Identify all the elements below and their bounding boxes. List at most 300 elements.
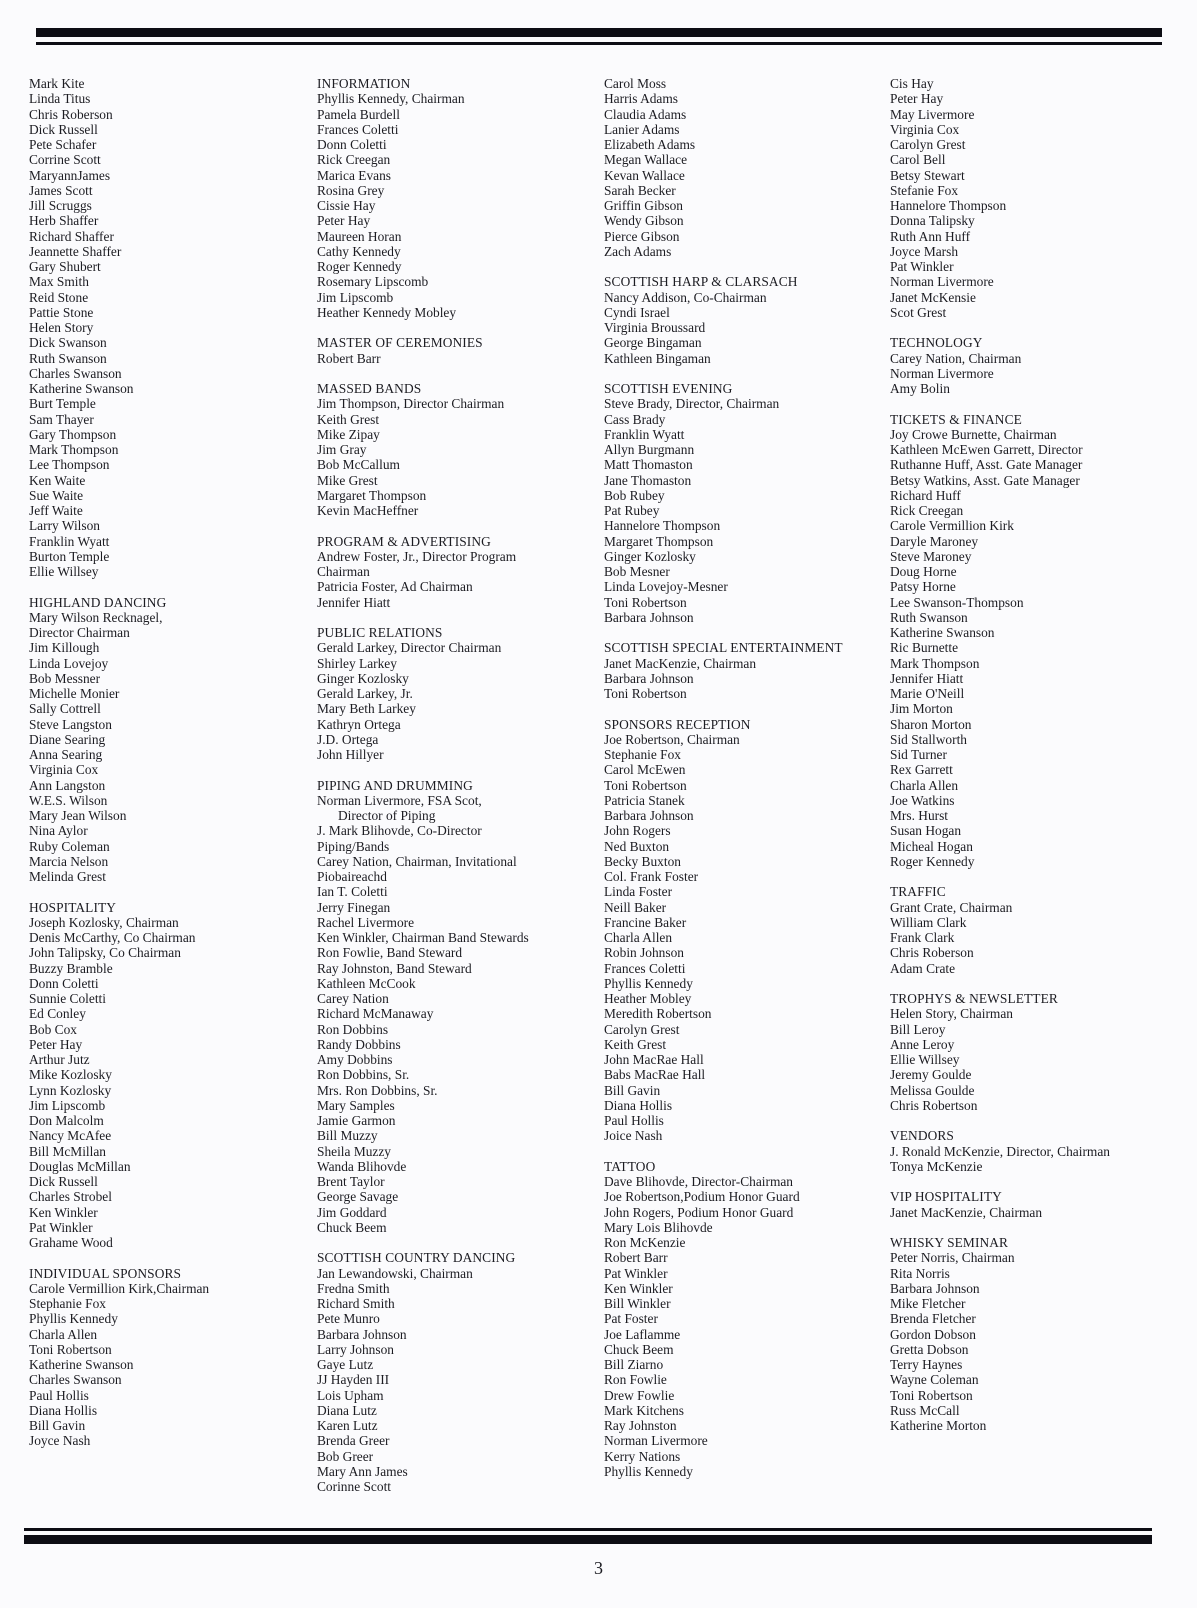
member-name: Joseph Kozlosky, Chairman bbox=[29, 914, 179, 930]
member-name: Stefanie Fox bbox=[890, 182, 959, 198]
committee-section bbox=[890, 1128, 1110, 1174]
member-name: Pat Foster bbox=[604, 1311, 658, 1327]
section-heading: TROPHYS & NEWSLETTER bbox=[890, 991, 1058, 1006]
member-name: Neill Baker bbox=[604, 899, 667, 915]
member-name: MaryannJames bbox=[29, 167, 111, 183]
member-name: Joe Watkins bbox=[890, 792, 955, 808]
member-name: Toni Robertson bbox=[604, 686, 687, 701]
member-name: Bill Winkler bbox=[604, 1296, 671, 1311]
member-name: Kevin MacHeffner bbox=[317, 503, 419, 518]
member-list bbox=[317, 351, 529, 366]
member-name: Diana Hollis bbox=[604, 1097, 673, 1113]
member-name: Phyllis Kennedy bbox=[29, 1311, 118, 1327]
member-list bbox=[604, 732, 843, 1144]
member-name: Heather Mobley bbox=[604, 991, 692, 1006]
section-heading: VIP HOSPITALITY bbox=[890, 1189, 1002, 1205]
member-name: Bill Gavin bbox=[29, 1418, 86, 1433]
member-name: Jennifer Hiatt bbox=[890, 670, 964, 686]
member-list bbox=[317, 793, 529, 1235]
member-name: Richard Huff bbox=[890, 487, 961, 503]
member-name: Jerry Finegan bbox=[317, 899, 391, 915]
member-name: Sharon Morton bbox=[890, 716, 972, 732]
member-name: Norman Livermore bbox=[890, 274, 994, 290]
member-name: Jamie Garmon bbox=[317, 1113, 396, 1128]
member-name: Denis McCarthy, Co Chairman bbox=[29, 930, 196, 945]
member-name: Director of Piping bbox=[338, 808, 436, 823]
member-list bbox=[604, 656, 843, 702]
member-name: Ken Winkler bbox=[29, 1204, 98, 1220]
member-name: Matt Thomaston bbox=[604, 457, 693, 473]
member-name: Drew Fowlie bbox=[604, 1387, 675, 1403]
member-name: Kathryn Ortega bbox=[317, 716, 401, 732]
member-name: Norman Livermore bbox=[604, 1433, 708, 1449]
member-name: Herb Shaffer bbox=[29, 213, 99, 229]
member-name: Barbara Johnson bbox=[317, 1326, 407, 1342]
member-name: Frank Clark bbox=[890, 930, 955, 945]
member-name: Mike Zipay bbox=[317, 426, 380, 442]
member-name: Charles Strobel bbox=[29, 1189, 112, 1205]
member-name: Diane Searing bbox=[29, 731, 106, 747]
member-name: Paul Hollis bbox=[29, 1387, 89, 1403]
member-name: George Savage bbox=[317, 1189, 399, 1205]
member-name: Kathleen Bingaman bbox=[604, 350, 711, 366]
member-name: Virginia Broussard bbox=[604, 320, 706, 335]
member-name: Gordon Dobson bbox=[890, 1326, 976, 1342]
member-list bbox=[317, 91, 529, 320]
member-name: Chuck Beem bbox=[604, 1341, 674, 1357]
member-name: Chris Roberson bbox=[29, 106, 113, 122]
committee-section bbox=[29, 1266, 209, 1449]
committee-section bbox=[890, 1189, 1110, 1220]
member-name: Toni Robertson bbox=[604, 594, 687, 610]
section-heading: PROGRAM & ADVERTISING bbox=[317, 533, 491, 549]
member-name: Joyce Marsh bbox=[890, 243, 959, 259]
member-name: Gerald Larkey, Director Chairman bbox=[317, 640, 502, 656]
member-name: Katherine Swanson bbox=[890, 625, 995, 640]
member-name: Robert Barr bbox=[604, 1250, 668, 1266]
section-heading: INDIVIDUAL SPONSORS bbox=[29, 1265, 182, 1281]
member-name: Patsy Horne bbox=[890, 579, 956, 595]
member-name: Cis Hay bbox=[890, 76, 934, 91]
member-name: Sunnie Coletti bbox=[29, 991, 106, 1006]
member-name: Mark Thompson bbox=[890, 655, 980, 671]
member-name: Donn Coletti bbox=[317, 137, 387, 152]
member-name: Mark Thompson bbox=[29, 442, 119, 457]
member-name: Col. Frank Foster bbox=[604, 869, 699, 884]
bottom-rule-thick bbox=[24, 1535, 1152, 1544]
member-name: Don Malcolm bbox=[29, 1113, 104, 1128]
member-name: Helen Story, Chairman bbox=[890, 1006, 1013, 1022]
member-name: Norman Livermore bbox=[890, 365, 994, 381]
member-name: Peter Norris, Chairman bbox=[890, 1250, 1015, 1266]
member-name: Melissa Goulde bbox=[890, 1082, 975, 1098]
committee-section bbox=[317, 625, 529, 762]
member-name: Phyllis Kennedy, Chairman bbox=[317, 91, 465, 107]
member-name: Sheila Muzzy bbox=[317, 1143, 392, 1159]
member-name: Mary Lois Blihovde bbox=[604, 1219, 713, 1235]
member-name: Carey Nation, Chairman bbox=[890, 350, 1022, 366]
member-name: Joe Robertson,Podium Honor Guard bbox=[604, 1189, 800, 1205]
member-name: Helen Story bbox=[29, 320, 94, 335]
member-name: Bob Mesner bbox=[604, 564, 670, 579]
member-name: Roger Kennedy bbox=[317, 259, 402, 274]
member-name: Ruth Ann Huff bbox=[890, 228, 971, 244]
member-name: Nancy McAfee bbox=[29, 1128, 112, 1144]
member-name: Mary Jean Wilson bbox=[29, 808, 127, 823]
committee-section bbox=[29, 595, 209, 885]
member-name: Jane Thomaston bbox=[604, 472, 692, 488]
member-name: Kathleen McEwen Garrett, Director bbox=[890, 442, 1083, 457]
member-name: Ned Buxton bbox=[604, 838, 670, 854]
committee-section bbox=[317, 1250, 529, 1494]
member-name: Bill Ziarno bbox=[604, 1357, 664, 1372]
member-name: Maureen Horan bbox=[317, 228, 402, 244]
member-name: Carey Nation bbox=[317, 991, 389, 1006]
member-name: Brenda Fletcher bbox=[890, 1311, 976, 1327]
committee-section bbox=[890, 335, 1110, 396]
committee-section bbox=[890, 1235, 1110, 1433]
member-name: Steve Maroney bbox=[890, 548, 972, 564]
member-name: Kathleen McCook bbox=[317, 975, 416, 991]
committee-section bbox=[890, 76, 1110, 320]
member-list bbox=[604, 76, 843, 259]
member-name: Richard Smith bbox=[317, 1296, 395, 1311]
member-name: Karen Lutz bbox=[317, 1418, 378, 1433]
member-list bbox=[29, 915, 209, 1251]
member-name: Ron Fowlie bbox=[604, 1372, 667, 1388]
member-name: Pat Winkler bbox=[604, 1265, 668, 1281]
member-name: Rita Norris bbox=[890, 1265, 950, 1281]
member-name: Grant Crate, Chairman bbox=[890, 899, 1013, 915]
member-name: Russ McCall bbox=[890, 1402, 960, 1418]
member-name: J. Mark Blihovde, Co-Director bbox=[317, 823, 482, 839]
member-name: Pat Winkler bbox=[890, 259, 954, 274]
member-list bbox=[890, 76, 1110, 320]
member-name: Mary Samples bbox=[317, 1097, 395, 1113]
member-list bbox=[890, 1006, 1110, 1113]
member-name: Pierce Gibson bbox=[604, 228, 680, 244]
member-name: Dick Russell bbox=[29, 121, 98, 137]
committee-section bbox=[890, 412, 1110, 870]
member-name: Dick Swanson bbox=[29, 335, 107, 351]
member-name: Donna Talipsky bbox=[890, 213, 975, 229]
section-heading: WHISKY SEMINAR bbox=[890, 1235, 1009, 1250]
member-name: Diana Lutz bbox=[317, 1402, 377, 1418]
member-name: Virginia Cox bbox=[29, 762, 99, 778]
section-heading: INFORMATION bbox=[317, 76, 411, 91]
member-name: Betsy Watkins, Asst. Gate Manager bbox=[890, 472, 1080, 488]
member-name: Charles Swanson bbox=[29, 1372, 122, 1388]
member-name: Bob McCallum bbox=[317, 457, 400, 473]
member-name: Sid Stallworth bbox=[890, 731, 968, 747]
member-name: James Scott bbox=[29, 182, 93, 198]
section-heading: HOSPITALITY bbox=[29, 899, 117, 915]
member-name: Gary Shubert bbox=[29, 259, 101, 274]
member-name: Anne Leroy bbox=[890, 1036, 955, 1052]
member-name: Pamela Burdell bbox=[317, 106, 400, 122]
member-name: Ellie Willsey bbox=[29, 564, 99, 579]
member-name: Pete Schafer bbox=[29, 137, 97, 152]
member-name: Carolyn Grest bbox=[604, 1021, 680, 1037]
member-name: Diana Hollis bbox=[29, 1402, 98, 1418]
section-heading: MASTER OF CEREMONIES bbox=[317, 335, 483, 351]
member-name: Hannelore Thompson bbox=[604, 518, 721, 534]
member-name: Katherine Morton bbox=[890, 1418, 987, 1433]
member-name: Wendy Gibson bbox=[604, 213, 684, 229]
member-name: George Bingaman bbox=[604, 335, 702, 351]
member-list bbox=[890, 1205, 1110, 1220]
member-name: Cathy Kennedy bbox=[317, 243, 401, 259]
member-name: Ellie Willsey bbox=[890, 1052, 960, 1067]
member-name: Brenda Greer bbox=[317, 1433, 390, 1449]
member-name: Burt Temple bbox=[29, 396, 96, 412]
member-name: Gerald Larkey, Jr. bbox=[317, 686, 413, 701]
member-name: Mark Kite bbox=[29, 76, 85, 91]
section-heading: TATTOO bbox=[604, 1158, 656, 1174]
member-name: Dave Blihovde, Director-Chairman bbox=[604, 1174, 793, 1189]
member-name: Melinda Grest bbox=[29, 869, 106, 884]
member-name: Mike Kozlosky bbox=[29, 1067, 112, 1083]
member-name: Roger Kennedy bbox=[890, 853, 975, 869]
member-name: Burton Temple bbox=[29, 548, 110, 564]
member-name: Katherine Swanson bbox=[29, 381, 134, 396]
member-name: Carole Vermillion Kirk bbox=[890, 518, 1014, 534]
member-name: Margaret Thompson bbox=[317, 487, 427, 503]
section-heading: SPONSORS RECEPTION bbox=[604, 716, 751, 732]
member-name: Steve Langston bbox=[29, 716, 112, 732]
section-heading: SCOTTISH HARP & CLARSACH bbox=[604, 274, 798, 290]
member-name: Pat Winkler bbox=[29, 1219, 93, 1235]
member-name: Reid Stone bbox=[29, 289, 89, 305]
member-name: Francine Baker bbox=[604, 914, 687, 930]
committee-section bbox=[317, 534, 529, 610]
member-name: J. Ronald McKenzie, Director, Chairman bbox=[890, 1143, 1110, 1159]
member-name: Charles Swanson bbox=[29, 365, 122, 381]
member-name: Stephanie Fox bbox=[29, 1296, 106, 1311]
member-name: Pat Rubey bbox=[604, 503, 660, 518]
member-name: Carey Nation, Chairman, Invitational bbox=[317, 853, 517, 869]
member-name: Tonya McKenzie bbox=[890, 1158, 983, 1174]
member-name: Franklin Wyatt bbox=[604, 426, 685, 442]
member-name: Richard Shaffer bbox=[29, 228, 114, 244]
member-name: Pattie Stone bbox=[29, 304, 94, 320]
member-name: Franklin Wyatt bbox=[29, 533, 110, 549]
member-name: Carol McEwen bbox=[604, 762, 686, 778]
member-name: Stephanie Fox bbox=[604, 747, 681, 762]
member-name: John MacRae Hall bbox=[604, 1052, 704, 1067]
member-name: Cass Brady bbox=[604, 411, 666, 427]
member-name: Sally Cottrell bbox=[29, 701, 101, 717]
member-name: Phyllis Kennedy bbox=[604, 1463, 693, 1479]
member-name: Bill Leroy bbox=[890, 1021, 946, 1037]
member-name: Ruby Coleman bbox=[29, 838, 110, 854]
member-name: Wanda Blihovde bbox=[317, 1158, 407, 1174]
member-name: JJ Hayden III bbox=[317, 1372, 390, 1388]
member-name: Barbara Johnson bbox=[604, 609, 694, 625]
member-name: Patricia Foster, Ad Chairman bbox=[317, 579, 473, 595]
member-name: Linda Foster bbox=[604, 884, 673, 900]
member-name: Peter Hay bbox=[29, 1036, 83, 1052]
member-name: Chuck Beem bbox=[317, 1219, 387, 1235]
member-name: Linda Titus bbox=[29, 91, 91, 107]
member-name: Patricia Stanek bbox=[604, 792, 685, 808]
member-name: Elizabeth Adams bbox=[604, 137, 696, 152]
member-name: Marcia Nelson bbox=[29, 853, 109, 869]
committee-section bbox=[890, 884, 1110, 976]
member-name: Jeremy Goulde bbox=[890, 1067, 972, 1083]
member-name: Ginger Kozlosky bbox=[317, 670, 409, 686]
member-name: Ken Waite bbox=[29, 472, 86, 488]
committee-section bbox=[604, 717, 843, 1144]
committee-section bbox=[29, 900, 209, 1251]
member-name: Frances Coletti bbox=[604, 960, 686, 976]
top-rule-thick bbox=[36, 28, 1162, 37]
committee-section bbox=[604, 76, 843, 259]
member-name: Scot Grest bbox=[890, 304, 947, 320]
member-name: Sue Waite bbox=[29, 487, 84, 503]
member-name: Lee Thompson bbox=[29, 457, 110, 473]
member-name: Linda Lovejoy-Mesner bbox=[604, 579, 728, 595]
member-list bbox=[890, 351, 1110, 397]
member-name: Bob Rubey bbox=[604, 487, 665, 503]
member-name: Anna Searing bbox=[29, 747, 103, 762]
column-2 bbox=[317, 76, 529, 1494]
member-name: Cissie Hay bbox=[317, 198, 376, 213]
member-name: Jim Lipscomb bbox=[29, 1097, 106, 1113]
member-name: Grahame Wood bbox=[29, 1235, 113, 1250]
member-name: Ron Dobbins bbox=[317, 1021, 389, 1037]
member-name: John Rogers, Podium Honor Guard bbox=[604, 1204, 794, 1220]
member-name: Lynn Kozlosky bbox=[29, 1082, 112, 1098]
member-name: Lois Upham bbox=[317, 1387, 384, 1403]
member-name: Adam Crate bbox=[890, 960, 956, 976]
member-name: Joe Laflamme bbox=[604, 1326, 681, 1342]
member-name: Ken Winkler, Chairman Band Stewards bbox=[317, 930, 529, 945]
member-name: Mary Ann James bbox=[317, 1463, 408, 1479]
member-list bbox=[890, 1250, 1110, 1433]
section-heading: SCOTTISH EVENING bbox=[604, 381, 733, 396]
member-name: Corinne Scott bbox=[317, 1479, 392, 1494]
member-list bbox=[29, 610, 209, 885]
member-name: Meredith Robertson bbox=[604, 1006, 712, 1022]
member-name: Janet MacKenzie, Chairman bbox=[604, 655, 757, 671]
member-name: Jim Lipscomb bbox=[317, 289, 394, 305]
member-name: Kevan Wallace bbox=[604, 167, 685, 183]
member-list bbox=[604, 396, 843, 625]
committee-section bbox=[317, 76, 529, 320]
member-name: Jeff Waite bbox=[29, 503, 83, 518]
member-name: Piping/Bands bbox=[317, 838, 390, 854]
member-name: Rosemary Lipscomb bbox=[317, 274, 429, 290]
member-name: Toni Robertson bbox=[890, 1387, 973, 1403]
member-name: Cyndi Israel bbox=[604, 304, 670, 320]
column-1 bbox=[29, 76, 209, 1449]
member-name: Phyllis Kennedy bbox=[604, 975, 693, 991]
member-name: Chris Roberson bbox=[890, 945, 974, 961]
member-name: William Clark bbox=[890, 914, 967, 930]
member-name: Jim Morton bbox=[890, 701, 953, 717]
committee-section bbox=[317, 381, 529, 518]
member-name: Lee Swanson-Thompson bbox=[890, 594, 1024, 610]
member-name: Paul Hollis bbox=[604, 1113, 664, 1128]
member-name: Larry Wilson bbox=[29, 518, 100, 534]
member-name: Peter Hay bbox=[317, 213, 371, 229]
section-heading: MASSED BANDS bbox=[317, 381, 422, 396]
member-name: Mark Kitchens bbox=[604, 1402, 684, 1418]
member-name: Keith Grest bbox=[317, 411, 380, 427]
member-name: Mrs. Ron Dobbins, Sr. bbox=[317, 1082, 438, 1098]
member-name: Sam Thayer bbox=[29, 411, 94, 427]
member-name: Wayne Coleman bbox=[890, 1372, 979, 1388]
member-name: Dick Russell bbox=[29, 1174, 98, 1189]
bottom-rule-thin bbox=[24, 1528, 1152, 1531]
member-list bbox=[29, 1281, 209, 1449]
member-name: Janet MacKenzie, Chairman bbox=[890, 1204, 1043, 1220]
member-name: Arthur Jutz bbox=[29, 1052, 90, 1067]
member-name: Rick Creegan bbox=[317, 152, 391, 168]
committee-section bbox=[890, 991, 1110, 1113]
member-name: Director Chairman bbox=[29, 625, 130, 640]
committee-section bbox=[604, 381, 843, 625]
column-4 bbox=[890, 76, 1110, 1433]
member-name: Shirley Larkey bbox=[317, 655, 397, 671]
section-heading: TECHNOLOGY bbox=[890, 335, 983, 351]
member-name: Gretta Dobson bbox=[890, 1341, 969, 1357]
member-name: Steve Brady, Director, Chairman bbox=[604, 396, 780, 412]
member-name: Norman Livermore, FSA Scot, bbox=[317, 792, 482, 808]
section-heading: PUBLIC RELATIONS bbox=[317, 625, 443, 640]
member-name: Donn Coletti bbox=[29, 975, 99, 991]
member-name: Zach Adams bbox=[604, 243, 672, 259]
member-name: Ron Fowlie, Band Steward bbox=[317, 945, 463, 961]
member-name: Fredna Smith bbox=[317, 1280, 390, 1296]
member-name: Barbara Johnson bbox=[604, 670, 694, 686]
member-name: Margaret Thompson bbox=[604, 533, 714, 549]
section-heading: TRAFFIC bbox=[890, 884, 946, 900]
member-name: Jan Lewandowski, Chairman bbox=[317, 1265, 473, 1281]
member-name: Ann Langston bbox=[29, 777, 106, 793]
member-name: Marica Evans bbox=[317, 167, 391, 183]
page-number: 3 bbox=[594, 1558, 603, 1578]
member-name: Rosina Grey bbox=[317, 182, 385, 198]
member-name: Harris Adams bbox=[604, 91, 679, 107]
member-name: Corrine Scott bbox=[29, 152, 101, 168]
member-name: Kerry Nations bbox=[604, 1448, 681, 1464]
member-name: Brent Taylor bbox=[317, 1174, 385, 1189]
member-list bbox=[890, 1144, 1110, 1175]
member-name: W.E.S. Wilson bbox=[29, 792, 108, 808]
committee-section bbox=[604, 640, 843, 701]
member-name: Bill Muzzy bbox=[317, 1128, 378, 1144]
member-name: Michelle Monier bbox=[29, 686, 120, 701]
member-name: Nina Aylor bbox=[29, 823, 88, 839]
member-name: Linda Lovejoy bbox=[29, 655, 109, 671]
member-name: Mike Fletcher bbox=[890, 1296, 966, 1311]
member-name: Mrs. Hurst bbox=[890, 808, 949, 823]
member-name: Rachel Livermore bbox=[317, 914, 415, 930]
member-name: Charla Allen bbox=[29, 1326, 98, 1342]
member-name: Sid Turner bbox=[890, 747, 947, 762]
member-name: Amy Dobbins bbox=[317, 1052, 393, 1067]
member-name: Ray Johnston bbox=[604, 1418, 677, 1433]
member-name: Charla Allen bbox=[604, 930, 673, 945]
member-name: Nancy Addison, Co-Chairman bbox=[604, 289, 767, 305]
member-name: Buzzy Bramble bbox=[29, 960, 113, 976]
member-name: Ed Conley bbox=[29, 1006, 86, 1022]
member-list bbox=[317, 396, 529, 518]
member-name: Hannelore Thompson bbox=[890, 198, 1007, 213]
member-name: Doug Horne bbox=[890, 564, 957, 579]
